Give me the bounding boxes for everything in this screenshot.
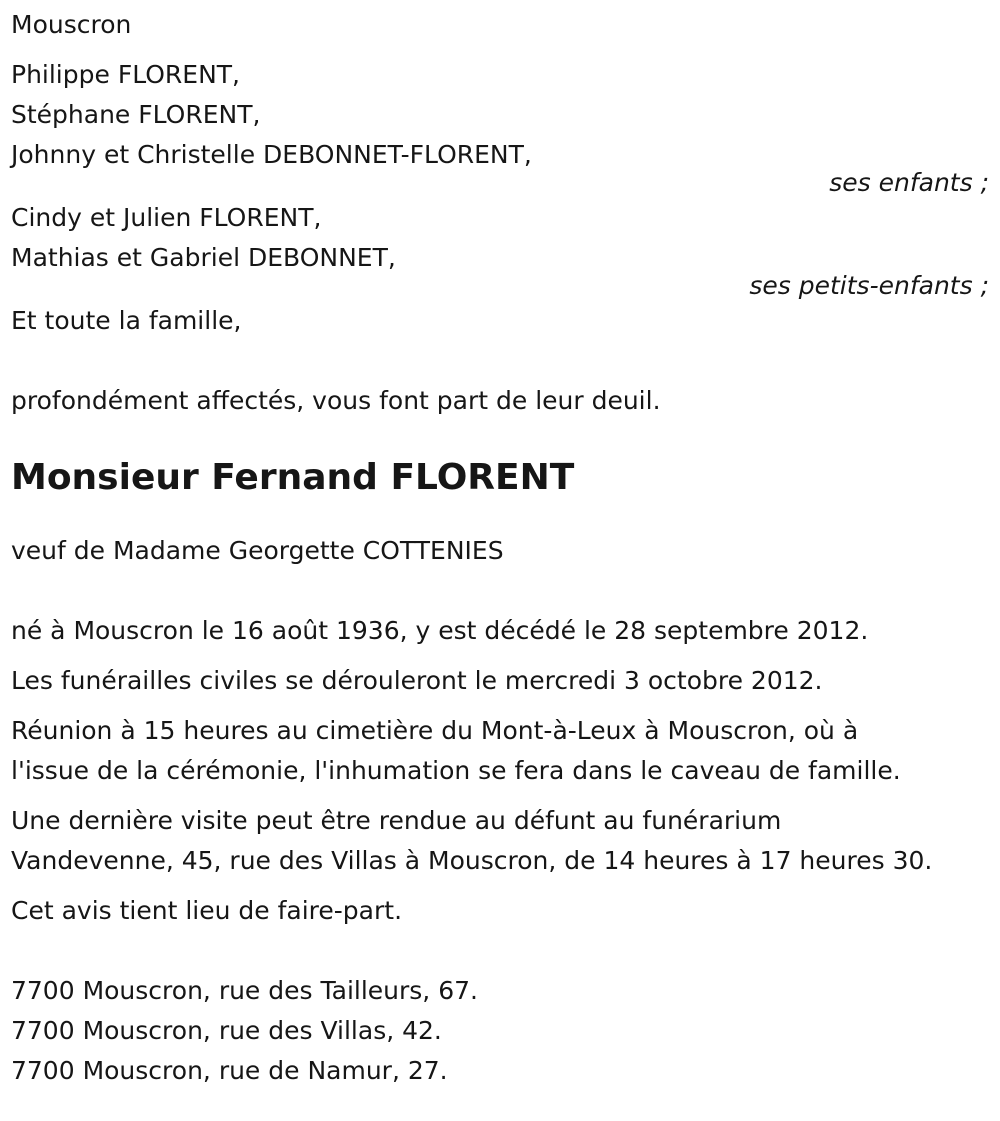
meeting-line: l'issue de la cérémonie, l'inhumation se fera dans le caveau de famille. [11, 756, 901, 785]
visit-line: Une dernière visite peut être rendue au défunt au funérarium [11, 806, 782, 835]
child-name: Johnny et Christelle DEBONNET-FLORENT, [11, 140, 532, 169]
child-name: Philippe FLORENT, [11, 60, 241, 89]
grandchild-name: Mathias et Gabriel DEBONNET, [11, 243, 396, 272]
children-group [11, 55, 991, 198]
birth-death: né à Mouscron le 16 août 1936, y est décédé le 28 septembre 2012. [11, 616, 869, 645]
location: Mouscron [11, 10, 132, 39]
visit-line: Vandevenne, 45, rue des Villas à Mouscron, de 14 heures à 17 heures 30. [11, 846, 933, 875]
grandchildren-group [11, 198, 991, 301]
funeral-info: Les funérailles civiles se dérouleront le mercredi 3 octobre 2012. [11, 666, 823, 695]
address-line: 7700 Mouscron, rue des Tailleurs, 67. [11, 976, 478, 1005]
address-line: 7700 Mouscron, rue des Villas, 42. [11, 1016, 442, 1045]
address-line: 7700 Mouscron, rue de Namur, 27. [11, 1056, 448, 1085]
child-name: Stéphane FLORENT, [11, 100, 261, 129]
deceased-name: Monsieur Fernand FLORENT [11, 457, 575, 498]
grandchild-name: Cindy et Julien FLORENT, [11, 203, 322, 232]
grandchildren-role: ses petits-enfants ; [749, 271, 989, 300]
obituary-notice [11, 5, 991, 1091]
visit-info [11, 801, 991, 881]
widower-of: veuf de Madame Georgette COTTENIES [11, 536, 504, 565]
meeting-line: Réunion à 15 heures au cimetière du Mont-à-Leux à Mouscron, où à [11, 716, 859, 745]
announcement: profondément affectés, vous font part de leur deuil. [11, 386, 661, 415]
meeting-info [11, 711, 991, 791]
family-line: Et toute la famille, [11, 306, 242, 335]
notice-line: Cet avis tient lieu de faire-part. [11, 896, 403, 925]
children-role: ses enfants ; [829, 168, 989, 197]
addresses [11, 971, 991, 1091]
